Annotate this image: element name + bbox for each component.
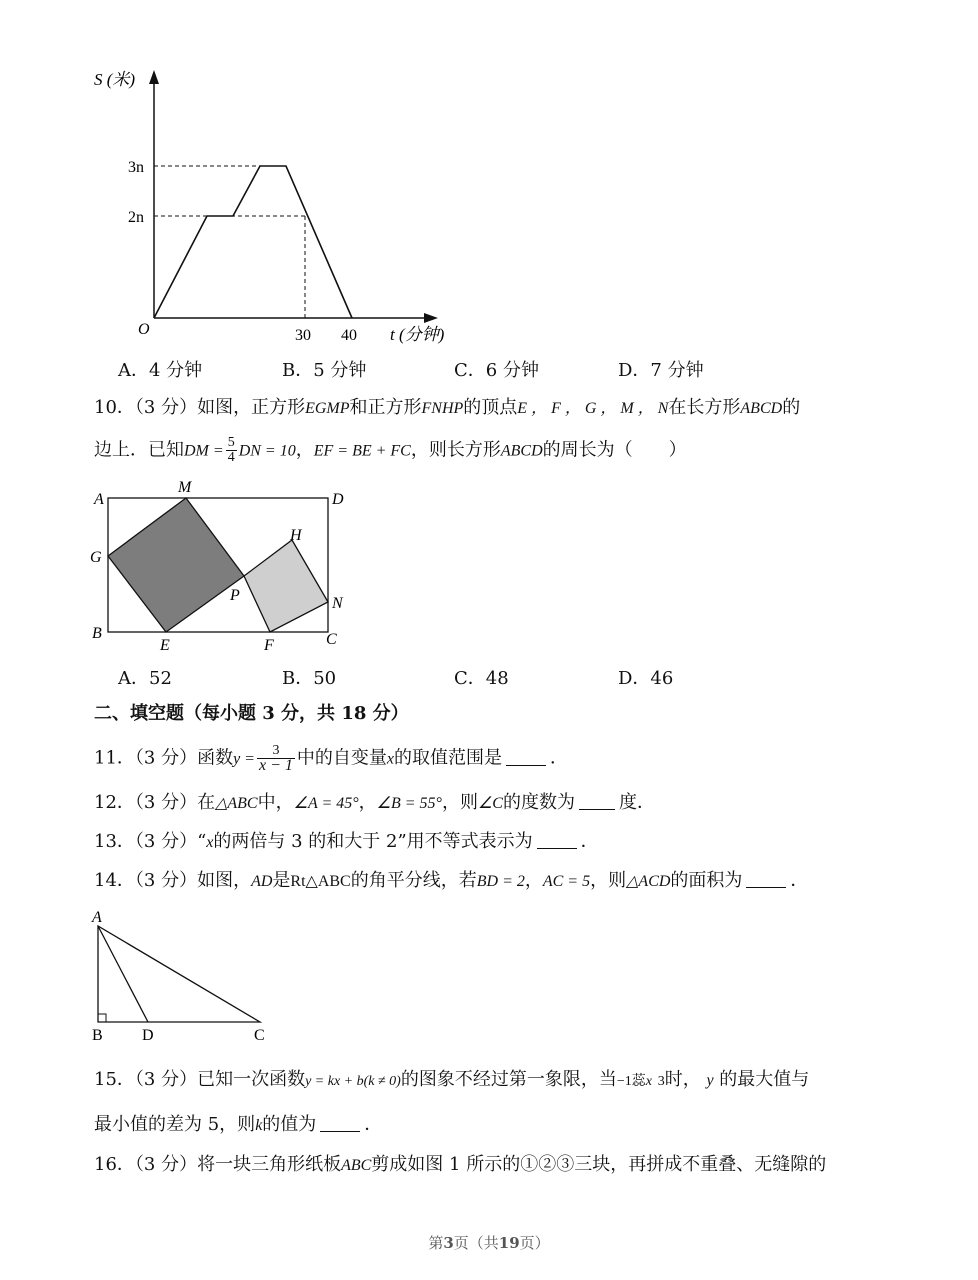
distance-time-graph	[90, 60, 490, 360]
q10-line-2: 边上．已知DM = $\frac{5}{4}$ DN = 10，EF = BE + FC，则长方形ABCD的周长为（ ）	[94, 435, 687, 465]
section-2-title: 二、填空题（每小题 3 分，共 18 分）	[94, 703, 409, 724]
origin-label: O	[138, 321, 150, 338]
y-axis-label: S (米)	[94, 70, 136, 89]
q13-line: 13．（3 分）“x的两倍与 3 的和大于 2”用不等式表示为 ．	[94, 831, 599, 852]
q10-option-b[interactable]: B．50	[282, 668, 337, 689]
label-m: M	[178, 479, 192, 496]
tri-label-b: B	[92, 1027, 103, 1044]
label-f: F	[264, 637, 274, 654]
q15-line-2: 最小值的差为 5，则k的值为 ．	[94, 1114, 383, 1135]
label-h: H	[290, 527, 302, 544]
q14-answer-blank[interactable]	[746, 871, 786, 888]
q10-option-c[interactable]: C．48	[454, 668, 509, 689]
q9-option-c[interactable]: C．6 分钟	[454, 360, 539, 381]
q16-line: 16．（3 分）将一块三角形纸板ABC剪成如图 1 所示的①②③三块，再拼成不重叠、无缝隙的	[94, 1154, 827, 1175]
q11-line: 11．（3 分）函数y = $\frac{3}{x - 1}$ 中的自变量x的取值范围是 ．	[94, 743, 568, 774]
q10-option-d[interactable]: D．46	[618, 668, 674, 689]
x-axis-label: t (分钟)	[390, 325, 445, 344]
q10-option-a[interactable]: A．52	[118, 668, 172, 689]
right-triangle-figure	[86, 906, 286, 1046]
q14-line: 14．（3 分）如图，AD是Rt△ABC的角平分线，若BD = 2，AC = 5，则△ACD的面积为 ．	[94, 870, 809, 891]
q15-answer-blank[interactable]	[320, 1115, 360, 1132]
q15-line-1: 15．（3 分）已知一次函数y = kx + b(k ≠ 0)的图象不经过第一象限，当−1蕊x 3时， y 的最大值与	[94, 1069, 810, 1090]
label-e: E	[160, 637, 170, 654]
q10-line-1: 10．（3 分）如图，正方形EGMP和正方形FNHP的顶点E ， F ， G ， M ， N在长方形ABCD的	[94, 397, 801, 418]
q9-option-d[interactable]: D．7 分钟	[618, 360, 704, 381]
label-n: N	[332, 595, 343, 612]
tri-label-a: A	[92, 909, 102, 926]
tri-label-d: D	[142, 1027, 154, 1044]
label-p: P	[230, 587, 240, 604]
label-c: C	[326, 631, 337, 648]
q13-answer-blank[interactable]	[537, 832, 577, 849]
x-tick-30: 30	[295, 327, 311, 344]
q9-option-b[interactable]: B．5 分钟	[282, 360, 367, 381]
q9-option-a[interactable]: A．4 分钟	[118, 360, 203, 381]
tri-label-c: C	[254, 1027, 265, 1044]
y-tick-2n: 2n	[128, 209, 144, 226]
label-g: G	[90, 549, 102, 566]
label-a: A	[94, 491, 104, 508]
q12-line: 12．（3 分）在△ABC中，∠A = 45°，∠B = 55°，则∠C的度数为 度．	[94, 792, 655, 813]
label-d: D	[332, 491, 344, 508]
page-footer: 第3页（共19页）	[428, 1234, 550, 1252]
rectangle-squares-figure	[86, 478, 366, 658]
y-tick-3n: 3n	[128, 159, 144, 176]
label-b: B	[92, 625, 102, 642]
x-tick-40: 40	[341, 327, 357, 344]
q12-answer-blank[interactable]	[579, 793, 615, 810]
q11-answer-blank[interactable]	[506, 749, 546, 766]
